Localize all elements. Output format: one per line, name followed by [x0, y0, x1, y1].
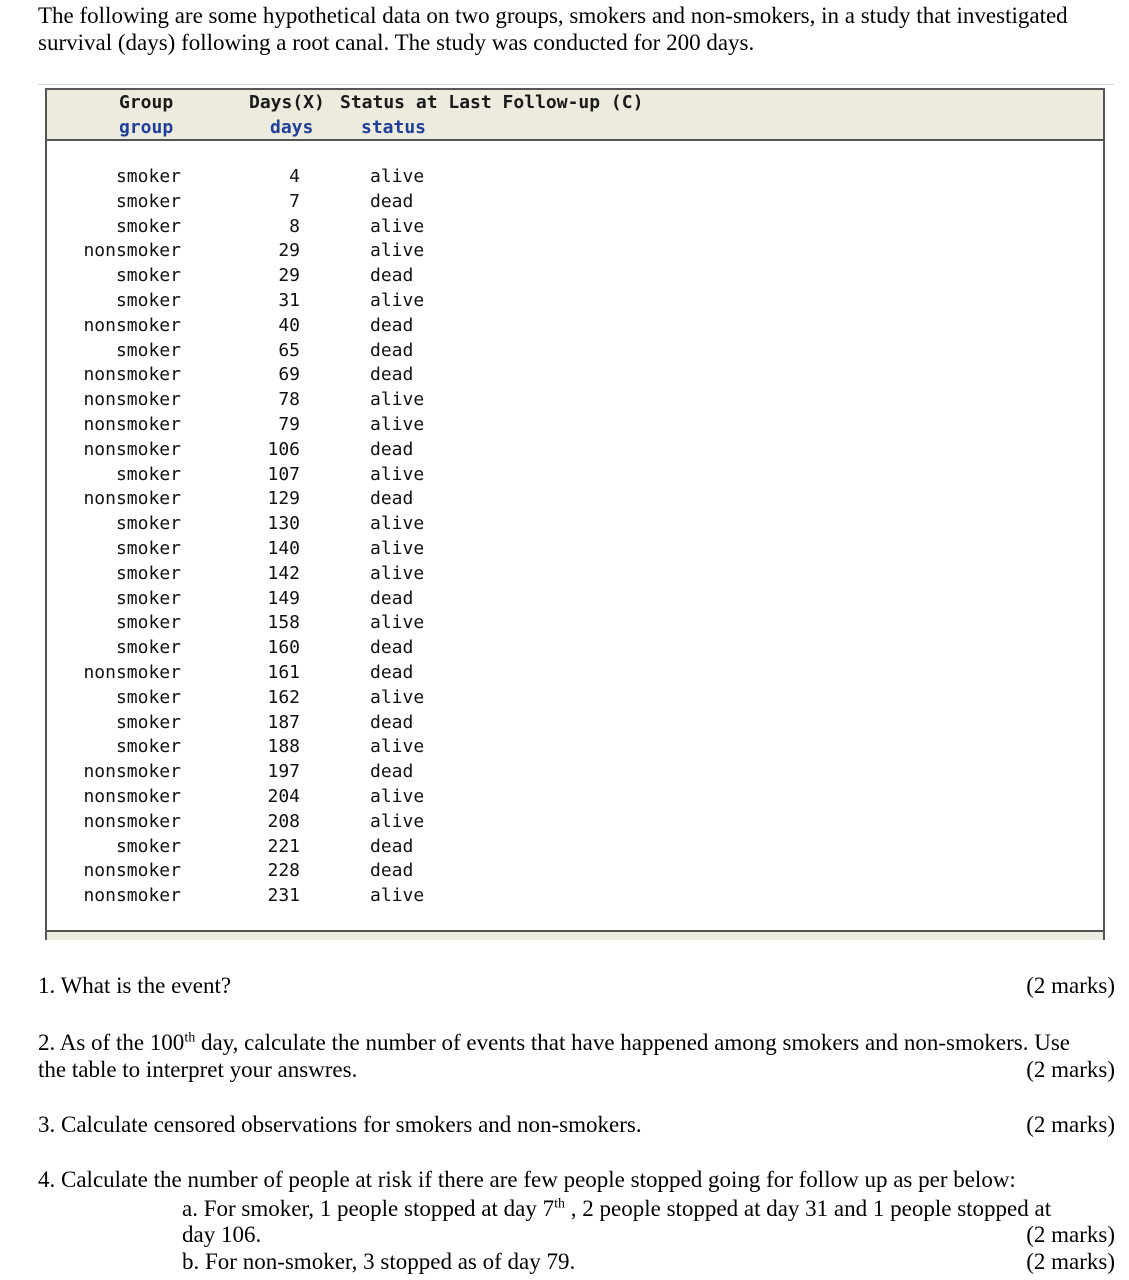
- question-3: 3. Calculate censored observations for smokers and non-smokers.: [38, 1112, 642, 1137]
- table-cell-group: nonsmoker: [83, 860, 181, 882]
- question-2-line2: the table to interpret your answres.: [38, 1057, 358, 1082]
- table-cell-group: nonsmoker: [83, 488, 181, 510]
- header-var-days: days: [270, 117, 314, 138]
- table-cell-status: alive: [370, 240, 425, 262]
- table-cell-days: 8: [289, 215, 300, 237]
- question-2: [38, 1029, 1118, 1056]
- header-label-group: Group: [119, 92, 174, 113]
- question-3-marks: (2 marks): [1026, 1112, 1115, 1137]
- table-cell-group: smoker: [115, 166, 181, 187]
- table-cell-status: dead: [370, 190, 414, 212]
- table-cell-status: alive: [370, 786, 425, 807]
- table-cell-status: alive: [370, 885, 425, 907]
- table-cell-group: nonsmoker: [83, 662, 181, 683]
- table-cell-group: smoker: [115, 587, 181, 609]
- table-cell-status: dead: [370, 860, 414, 882]
- table-cell-group: nonsmoker: [83, 314, 181, 336]
- question-4a-post: , 2 people stopped at day 31 and 1 people stopped at: [565, 1196, 1052, 1221]
- table-cell-days: 129: [267, 488, 300, 510]
- table-cell-status: alive: [370, 686, 425, 708]
- question-4b-marks: (2 marks): [1026, 1249, 1115, 1274]
- question-4a-line2: day 106.: [182, 1222, 262, 1247]
- table-cell-days: 29: [278, 265, 300, 287]
- table-cell-status: dead: [370, 488, 414, 510]
- header-var-group: group: [119, 117, 174, 138]
- table-cell-days: 228: [267, 860, 300, 882]
- table-cell-days: 142: [267, 562, 300, 584]
- table-cell-days: 188: [267, 736, 300, 758]
- table-cell-status: dead: [370, 637, 414, 659]
- table-cell-status: alive: [370, 562, 425, 584]
- table-cell-group: smoker: [115, 562, 181, 584]
- question-2-marks: (2 marks): [1026, 1057, 1115, 1082]
- question-2-sup: th: [184, 1030, 196, 1046]
- table-cell-days: 204: [267, 786, 300, 807]
- table-cell-group: nonsmoker: [83, 389, 181, 411]
- question-2-pre: 2. As of the 100: [38, 1030, 185, 1055]
- table-cell-status: dead: [370, 438, 414, 460]
- table-cell-group: smoker: [115, 736, 181, 758]
- question-1: 1. What is the event?: [38, 973, 232, 998]
- table-cell-status: alive: [370, 736, 425, 758]
- header-label-days: Days(X): [249, 92, 325, 113]
- table-cell-group: smoker: [115, 686, 181, 708]
- table-header: [47, 90, 1103, 141]
- table-cell-group: smoker: [115, 612, 181, 634]
- table-cell-days: 65: [278, 339, 300, 361]
- table-cell-days: 4: [289, 166, 300, 187]
- table-cell-group: smoker: [115, 835, 181, 857]
- table-cell-days: 161: [267, 662, 300, 683]
- table-cell-status: dead: [370, 314, 414, 336]
- table-cell-status: dead: [370, 587, 414, 609]
- table-cell-days: 69: [278, 364, 300, 386]
- table-cell-group: smoker: [115, 290, 181, 311]
- table-cell-group: nonsmoker: [83, 240, 181, 262]
- table-cell-group: smoker: [115, 265, 181, 287]
- table-cell-days: 231: [267, 885, 300, 907]
- table-cell-status: alive: [370, 513, 425, 535]
- question-4a: [182, 1195, 1122, 1222]
- table-cell-days: 29: [278, 240, 300, 262]
- question-2-post: day, calculate the number of events that have happened among smokers and non-smokers. Use: [195, 1030, 1070, 1055]
- table-cell-group: nonsmoker: [83, 438, 181, 460]
- table-cell-group: smoker: [115, 190, 181, 212]
- table-cell-days: 107: [267, 463, 300, 485]
- table-cell-days: 187: [267, 711, 300, 733]
- table-cell-days: 140: [267, 538, 300, 559]
- table-cell-group: nonsmoker: [83, 810, 181, 832]
- table-cell-group: smoker: [115, 538, 181, 559]
- table-cell-days: 221: [267, 835, 300, 857]
- table-cell-group: nonsmoker: [83, 761, 181, 783]
- header-var-status: status: [361, 117, 427, 138]
- table-cell-days: 40: [278, 314, 300, 336]
- table-cell-status: alive: [370, 810, 425, 832]
- table-cell-status: alive: [370, 290, 425, 311]
- table-cell-status: dead: [370, 339, 414, 361]
- table-cell-days: 31: [278, 290, 300, 311]
- table-cell-status: alive: [370, 538, 425, 559]
- table-cell-group: nonsmoker: [83, 364, 181, 386]
- table-cell-days: 158: [267, 612, 300, 634]
- table-cell-status: dead: [370, 662, 414, 683]
- table-cell-group: smoker: [115, 637, 181, 659]
- table-cell-status: alive: [370, 414, 425, 435]
- table-cell-days: 106: [267, 438, 300, 460]
- table-cell-group: nonsmoker: [83, 885, 181, 907]
- table-cell-status: alive: [370, 612, 425, 634]
- table-cell-group: smoker: [115, 463, 181, 485]
- table-cell-days: 78: [278, 389, 300, 411]
- table-footer: [45, 930, 1105, 940]
- data-table: [45, 88, 1105, 940]
- table-cell-status: alive: [370, 463, 425, 485]
- intro-paragraph: The following are some hypothetical data on two groups, smokers and non-smokers, in a study that investigated survival (days) following a root canal. The study was conducted for 200 days.: [38, 3, 1068, 55]
- table-cell-status: dead: [370, 761, 414, 783]
- table-cell-status: dead: [370, 835, 414, 857]
- table-cell-status: dead: [370, 711, 414, 733]
- table-cell-group: smoker: [115, 711, 181, 733]
- table-cell-group: nonsmoker: [83, 414, 181, 435]
- divider: [38, 84, 1114, 85]
- question-4b: b. For non-smoker, 3 stopped as of day 79.: [182, 1249, 576, 1274]
- table-cell-days: 130: [267, 513, 300, 535]
- table-cell-days: 7: [289, 190, 300, 212]
- table-cell-group: smoker: [115, 215, 181, 237]
- table-cell-days: 160: [267, 637, 300, 659]
- table-cell-status: alive: [370, 215, 425, 237]
- table-cell-status: alive: [370, 166, 425, 187]
- table-cell-days: 79: [278, 414, 300, 435]
- table-cell-status: dead: [370, 364, 414, 386]
- table-cell-days: 197: [267, 761, 300, 783]
- table-cell-status: alive: [370, 389, 425, 411]
- table-cell-days: 162: [267, 686, 300, 708]
- question-1-marks: (2 marks): [1026, 973, 1115, 998]
- table-cell-group: smoker: [115, 513, 181, 535]
- question-4a-sup: th: [554, 1196, 566, 1212]
- question-4a-pre: a. For smoker, 1 people stopped at day 7: [182, 1196, 555, 1221]
- question-4a-marks: (2 marks): [1026, 1222, 1115, 1247]
- table-cell-status: dead: [370, 265, 414, 287]
- question-4: 4. Calculate the number of people at risk if there are few people stopped going for follow up as per below:: [38, 1167, 1016, 1192]
- table-cell-group: nonsmoker: [83, 786, 181, 807]
- table-cell-group: smoker: [115, 339, 181, 361]
- table-cell-days: 149: [267, 587, 300, 609]
- header-label-status: Status at Last Follow-up (C): [340, 92, 644, 113]
- table-cell-days: 208: [267, 810, 300, 832]
